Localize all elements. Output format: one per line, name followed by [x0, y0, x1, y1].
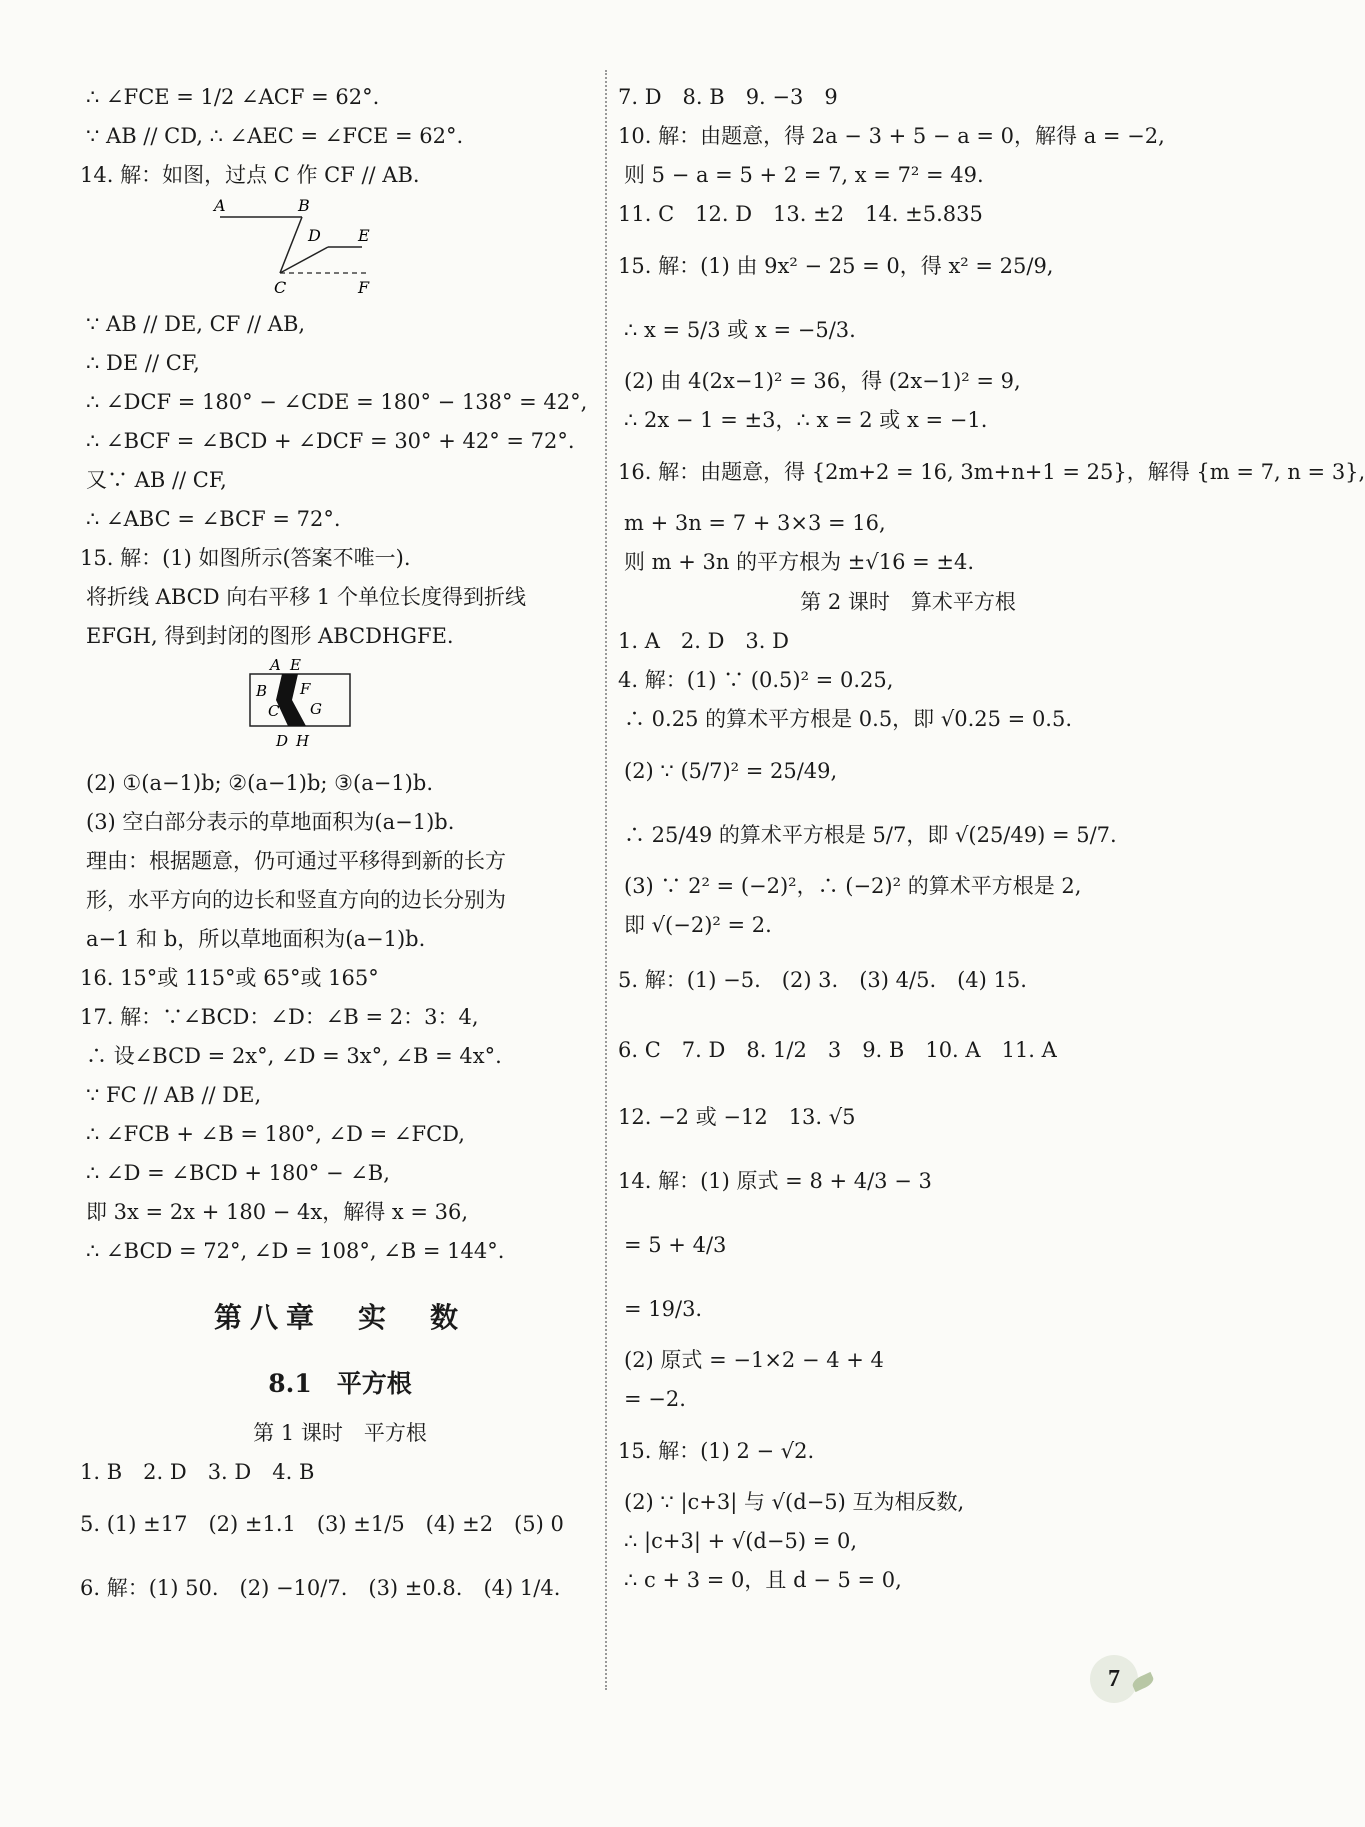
answer-line: (2) ∵ (5/7)² = 25/49,: [624, 759, 838, 783]
answer-line: 11. C 12. D 13. ±2 14. ±5.835: [618, 202, 983, 226]
column-divider: [605, 70, 607, 1690]
answer-line: ∴ c + 3 = 0，且 d − 5 = 0,: [624, 1568, 902, 1592]
answer-line: 7. D 8. B 9. −3 9: [618, 85, 838, 109]
answer-line: ∴ ∠FCE = 1/2 ∠ACF = 62°.: [86, 85, 380, 109]
answer-line: a−1 和 b，所以草地面积为(a−1)b.: [86, 927, 426, 951]
fig15-label-h: H: [296, 732, 310, 750]
fig14-label-b: B: [298, 196, 310, 215]
answer-line: (2) ∵ |c+3| 与 √(d−5) 互为相反数,: [624, 1490, 965, 1514]
answer-line: 1. A 2. D 3. D: [618, 629, 789, 653]
answer-line: ∴ ∠DCF = 180° − ∠CDE = 180° − 138° = 42°,: [86, 390, 588, 414]
section-title: 8.1 平方根: [268, 1369, 412, 1398]
answer-line: 15. 解：(1) 由 9x² − 25 = 0，得 x² = 25/9,: [618, 254, 1054, 278]
answer-line: ∴ 设∠BCD = 2x°, ∠D = 3x°, ∠B = 4x°.: [86, 1044, 502, 1068]
chapter-title: 第八章 实 数: [213, 1301, 466, 1334]
answer-line: (3) ∵ 2² = (−2)²，∴ (−2)² 的算术平方根是 2,: [624, 874, 1082, 898]
answer-line: 又∵ AB // CF,: [86, 468, 227, 492]
answer-line: 即 3x = 2x + 180 − 4x，解得 x = 36,: [86, 1200, 469, 1224]
fig14-label-f: F: [358, 278, 370, 297]
answer-line: = 5 + 4/3: [624, 1233, 727, 1257]
answer-line: 15. 解：(1) 如图所示(答案不唯一).: [80, 546, 411, 570]
answer-line: ∴ ∠D = ∠BCD + 180° − ∠B,: [86, 1161, 390, 1185]
right-column: [618, 78, 1365, 1600]
answer-line: 14. 解：如图，过点 C 作 CF // AB.: [80, 163, 420, 187]
answer-line: ∴ |c+3| + √(d−5) = 0,: [624, 1529, 857, 1553]
answer-line: 理由：根据题意，仍可通过平移得到新的长方: [86, 849, 506, 873]
answer-line: 12. −2 或 −12 13. √5: [618, 1105, 856, 1129]
answer-line: (3) 空白部分表示的草地面积为(a−1)b.: [86, 810, 455, 834]
answer-line: 6. C 7. D 8. 1/2 3 9. B 10. A 11. A: [618, 1038, 1057, 1062]
answer-line: (2) ①(a−1)b; ②(a−1)b; ③(a−1)b.: [86, 771, 433, 795]
fig14-label-d: D: [308, 226, 321, 245]
answer-line: 1. B 2. D 3. D 4. B: [80, 1460, 315, 1484]
answer-line: ∵ AB // DE, CF // AB,: [86, 312, 306, 336]
lesson-2-title: 第 2 课时 算术平方根: [800, 590, 1016, 614]
answer-line: 16. 15°或 115°或 65°或 165°: [80, 966, 379, 990]
answer-line: ∴ ∠BCD = 72°, ∠D = 108°, ∠B = 144°.: [86, 1239, 505, 1263]
answer-line: (2) 由 4(2x−1)² = 36，得 (2x−1)² = 9,: [624, 369, 1021, 393]
answer-line: 则 5 − a = 5 + 2 = 7, x = 7² = 49.: [624, 163, 984, 187]
answer-line: (2) 原式 = −1×2 − 4 + 4: [624, 1348, 884, 1372]
answer-line: ∵ AB // CD, ∴ ∠AEC = ∠FCE = 62°.: [86, 124, 464, 148]
answer-line: ∴ 0.25 的算术平方根是 0.5，即 √0.25 = 0.5.: [624, 707, 1073, 731]
fig15-label-d: D: [276, 732, 289, 750]
answer-line: 14. 解：(1) 原式 = 8 + 4/3 − 3: [618, 1169, 932, 1193]
answer-line: 16. 解：由题意，得 {2m+2 = 16, 3m+n+1 = 25}，解得 {m = 7, n = 3},: [618, 460, 1365, 484]
answer-line: ∴ ∠FCB + ∠B = 180°, ∠D = ∠FCD,: [86, 1122, 465, 1146]
answer-line: 形，水平方向的边长和竖直方向的边长分别为: [86, 888, 506, 912]
fig14-label-a: A: [214, 196, 226, 215]
answer-line: 17. 解：∵∠BCD：∠D：∠B = 2：3：4,: [80, 1005, 479, 1029]
answer-line: = 19/3.: [624, 1297, 703, 1321]
answer-line: 4. 解：(1) ∵ (0.5)² = 0.25,: [618, 668, 894, 692]
answer-line: 15. 解：(1) 2 − √2.: [618, 1439, 815, 1463]
figure-14: [80, 195, 600, 305]
fig15-label-b: B: [256, 682, 268, 700]
figure-15: [80, 656, 600, 764]
answer-line: EFGH, 得到封闭的图形 ABCDHGFE.: [86, 624, 454, 648]
fig15-label-a: A: [270, 656, 281, 674]
fig15-label-c: C: [268, 702, 280, 720]
fig14-label-c: C: [274, 278, 287, 297]
answer-line: 10. 解：由题意，得 2a − 3 + 5 − a = 0，解得 a = −2,: [618, 124, 1165, 148]
left-column: [80, 78, 600, 1620]
answer-line: m + 3n = 7 + 3×3 = 16,: [624, 511, 886, 535]
fig15-label-g: G: [310, 700, 322, 718]
fig15-label-e: E: [290, 656, 301, 674]
answer-line: 5. (1) ±17 (2) ±1.1 (3) ±1/5 (4) ±2 (5) 0: [80, 1512, 564, 1536]
answer-line: ∴ 25/49 的算术平方根是 5/7，即 √(25/49) = 5/7.: [624, 823, 1117, 847]
answer-line: ∴ ∠ABC = ∠BCF = 72°.: [86, 507, 341, 531]
fig15-diagram: [240, 656, 440, 764]
answer-line: ∴ 2x − 1 = ±3，∴ x = 2 或 x = −1.: [624, 408, 988, 432]
answer-line: 则 m + 3n 的平方根为 ±√16 = ±4.: [624, 550, 975, 574]
answer-line: ∴ DE // CF,: [86, 351, 200, 375]
answer-line: = −2.: [624, 1387, 686, 1411]
answer-line: 5. 解：(1) −5. (2) 3. (3) 4/5. (4) 15.: [618, 968, 1027, 992]
answer-line: 即 √(−2)² = 2.: [624, 913, 772, 937]
answer-line: 将折线 ABCD 向右平移 1 个单位长度得到折线: [86, 585, 526, 609]
lesson-1-title: 第 1 课时 平方根: [253, 1421, 427, 1445]
fig14-label-e: E: [358, 226, 370, 245]
page-number: 7: [1090, 1655, 1138, 1703]
fig15-label-f: F: [300, 680, 311, 698]
answer-line: ∴ x = 5/3 或 x = −5/3.: [624, 318, 856, 342]
answer-line: ∵ FC // AB // DE,: [86, 1083, 262, 1107]
answer-line: ∴ ∠BCF = ∠BCD + ∠DCF = 30° + 42° = 72°.: [86, 429, 575, 453]
fig14-diagram: [210, 195, 470, 305]
answer-line: 6. 解：(1) 50. (2) −10/7. (3) ±0.8. (4) 1/4.: [80, 1576, 561, 1600]
